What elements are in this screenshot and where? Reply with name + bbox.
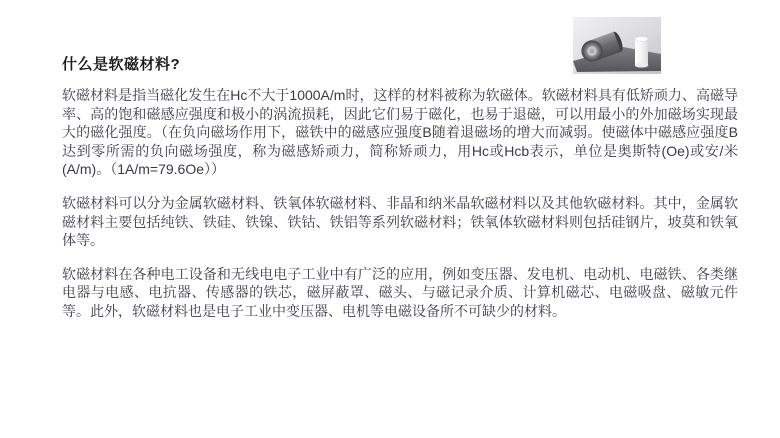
soft-magnetic-sheet-roll-photo [573,17,661,74]
body-text [62,86,738,336]
paragraph-classification: 软磁材料可以分为金属软磁材料、铁氧体软磁材料、非晶和纳米晶软磁材料以及其他软磁材料。其中，金属软磁材料主要包括纯铁、铁硅、铁镍、铁钴、铁铝等系列软磁材料；铁氧体软磁材料则包括硅钢片，坡莫和铁氧体等。 [62,194,738,249]
magnetic-roll-illustration [573,17,661,74]
page-title: 什么是软磁材料? [62,56,181,73]
paragraph-applications: 软磁材料在各种电工设备和无线电电子工业中有广泛的应用，例如变压器、发电机、电动机、电磁铁、各类继电器与电感、电抗器、传感器的铁芯，磁屏蔽罩、磁头、与磁记录介质、计算机磁芯、电磁吸盘、磁敏元件等。此外，软磁材料也是电子工业中变压器、电机等电磁设备所不可缺少的材料。 [62,265,738,319]
paragraph-definition: 软磁材料是指当磁化发生在Hc不大于1000A/m时，这样的材料被称为软磁体。软磁材料具有低矫顽力、高磁导率、高的饱和磁感应强度和极小的涡流损耗，因此它们易于磁化，也易于退磁，可以用最小的外加磁场实现最大的磁化强度。（在负向磁场作用下，磁铁中的磁感应强度B随着退磁场的增大而减弱。使磁体中磁感应强度B达到零所需的负向磁场强度，称为磁感矫顽力，简称矫顽力，用Hc或Hcb表示，单位是奥斯特(Oe)或安/米(A/m)。（1A/m=79.6Oe）） [62,87,738,178]
